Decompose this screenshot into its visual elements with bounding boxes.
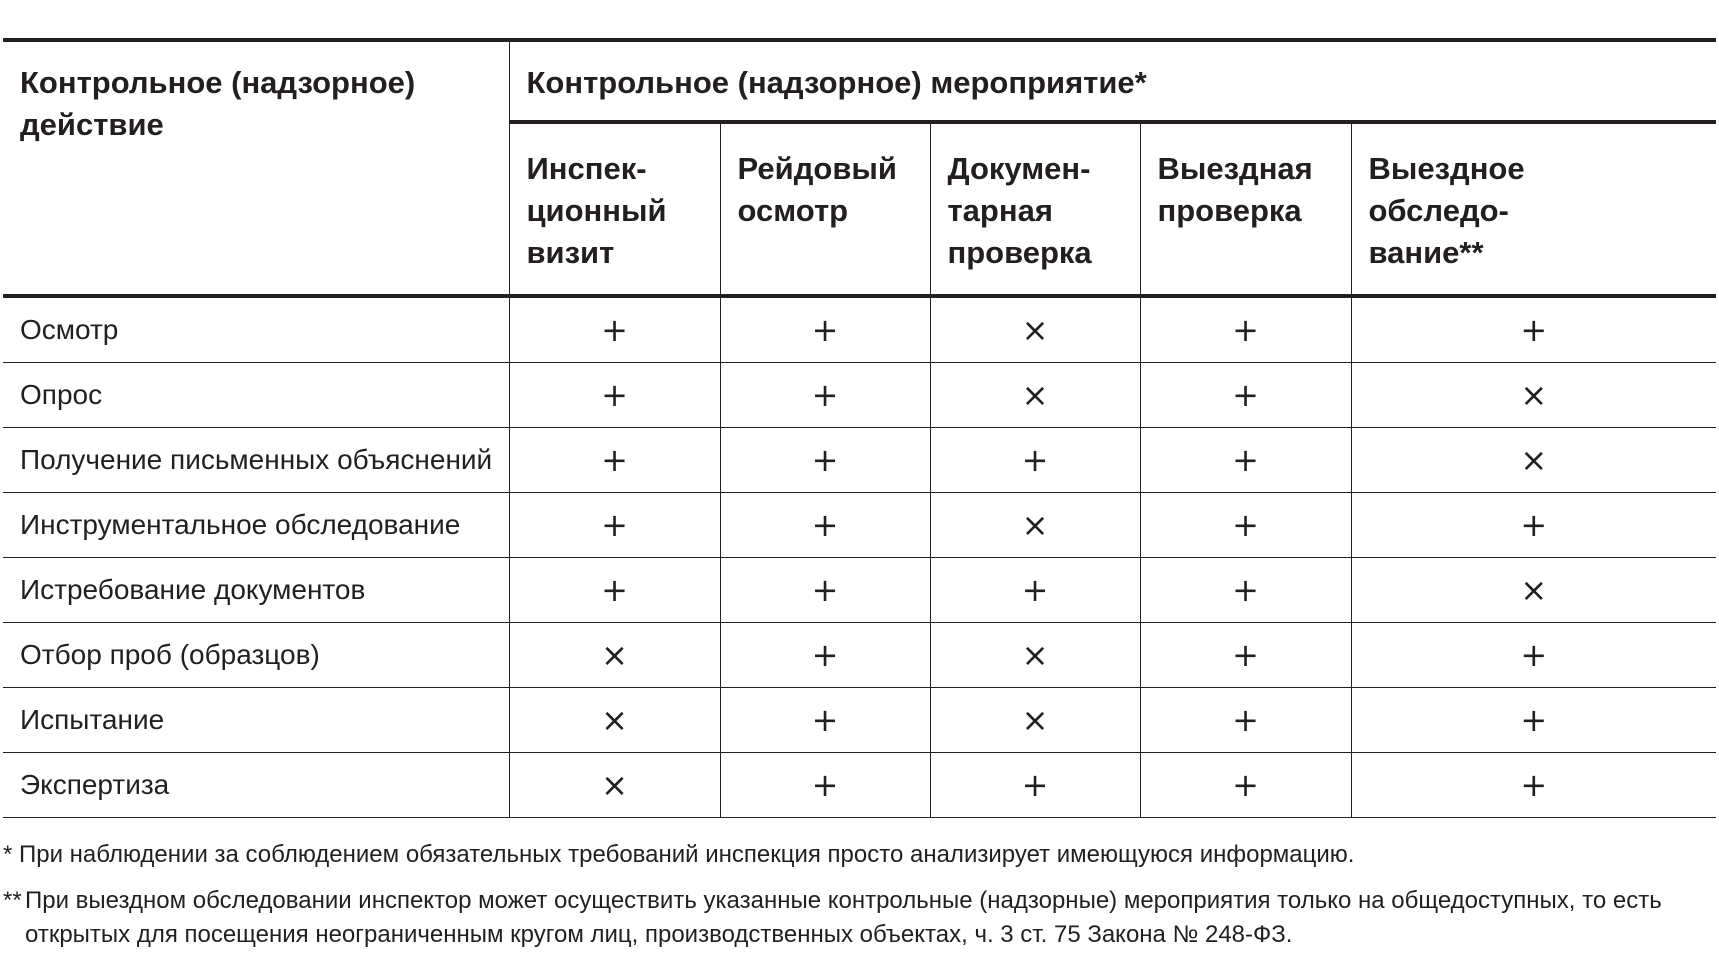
plus-mark: + (720, 753, 930, 818)
cross-mark: × (930, 296, 1140, 363)
cross-mark: × (930, 493, 1140, 558)
plus-mark: + (930, 428, 1140, 493)
cross-mark: × (509, 753, 720, 818)
row-label: Отбор проб (образцов) (3, 623, 509, 688)
cross-mark: × (930, 623, 1140, 688)
row-label: Получение письменных объяснений (3, 428, 509, 493)
footnote-2-text: При выездном обследовании инспектор может осуществить указанные контрольные (надзорные) мероприятия только на общедоступных, то есть открытых для посещения неограниченным кругом лиц, производственных объектах, ч. 3 ст. 75 Закона № 248-ФЗ. (25, 887, 1662, 948)
plus-mark: + (1351, 296, 1716, 363)
plus-mark: + (1140, 428, 1351, 493)
column-header-raid-inspection: Рейдовый осмотр (720, 122, 930, 296)
plus-mark: + (1351, 493, 1716, 558)
table-row (3, 493, 1716, 558)
table-row (3, 558, 1716, 623)
cross-mark: × (1351, 363, 1716, 428)
table-row (3, 753, 1716, 818)
plus-mark: + (930, 753, 1140, 818)
column-header-field-survey: Выездное обследо- вание** (1351, 122, 1716, 296)
plus-mark: + (509, 296, 720, 363)
plus-mark: + (1140, 753, 1351, 818)
table-row (3, 623, 1716, 688)
group-header: Контрольное (надзорное) мероприятие* (509, 40, 1716, 122)
row-label: Испытание (3, 688, 509, 753)
inspection-actions-table (3, 38, 1716, 818)
corner-header: Контрольное (надзорное) действие (3, 40, 509, 296)
plus-mark: + (1140, 493, 1351, 558)
plus-mark: + (720, 428, 930, 493)
plus-mark: + (1140, 623, 1351, 688)
plus-mark: + (720, 493, 930, 558)
row-label: Истребование документов (3, 558, 509, 623)
table-row (3, 688, 1716, 753)
row-label: Опрос (3, 363, 509, 428)
plus-mark: + (720, 558, 930, 623)
table-row (3, 363, 1716, 428)
cross-mark: × (509, 688, 720, 753)
plus-mark: + (1140, 296, 1351, 363)
cross-mark: × (509, 623, 720, 688)
table-row (3, 428, 1716, 493)
table-row (3, 296, 1716, 363)
row-label: Осмотр (3, 296, 509, 363)
plus-mark: + (720, 296, 930, 363)
footnote-2 (3, 884, 1703, 952)
cross-mark: × (1351, 428, 1716, 493)
plus-mark: + (1140, 688, 1351, 753)
plus-mark: + (1351, 753, 1716, 818)
plus-mark: + (1140, 558, 1351, 623)
cross-mark: × (930, 688, 1140, 753)
plus-mark: + (1351, 623, 1716, 688)
plus-mark: + (720, 363, 930, 428)
cross-mark: × (930, 363, 1140, 428)
column-header-inspection-visit: Инспек- ционный визит (509, 122, 720, 296)
plus-mark: + (509, 493, 720, 558)
plus-mark: + (509, 558, 720, 623)
column-header-field-check: Выездная проверка (1140, 122, 1351, 296)
plus-mark: + (930, 558, 1140, 623)
plus-mark: + (509, 428, 720, 493)
plus-mark: + (509, 363, 720, 428)
row-label: Инструментальное обследование (3, 493, 509, 558)
row-label: Экспертиза (3, 753, 509, 818)
plus-mark: + (1140, 363, 1351, 428)
plus-mark: + (1351, 688, 1716, 753)
plus-mark: + (720, 623, 930, 688)
plus-mark: + (720, 688, 930, 753)
cross-mark: × (1351, 558, 1716, 623)
table-body (3, 296, 1716, 818)
footnote-1: * При наблюдении за соблюдением обязательных требований инспекция просто анализирует имеющуюся информацию. (3, 841, 1355, 868)
footnote-2-mark: ** (3, 887, 22, 914)
column-header-document-check: Докумен- тарная проверка (930, 122, 1140, 296)
